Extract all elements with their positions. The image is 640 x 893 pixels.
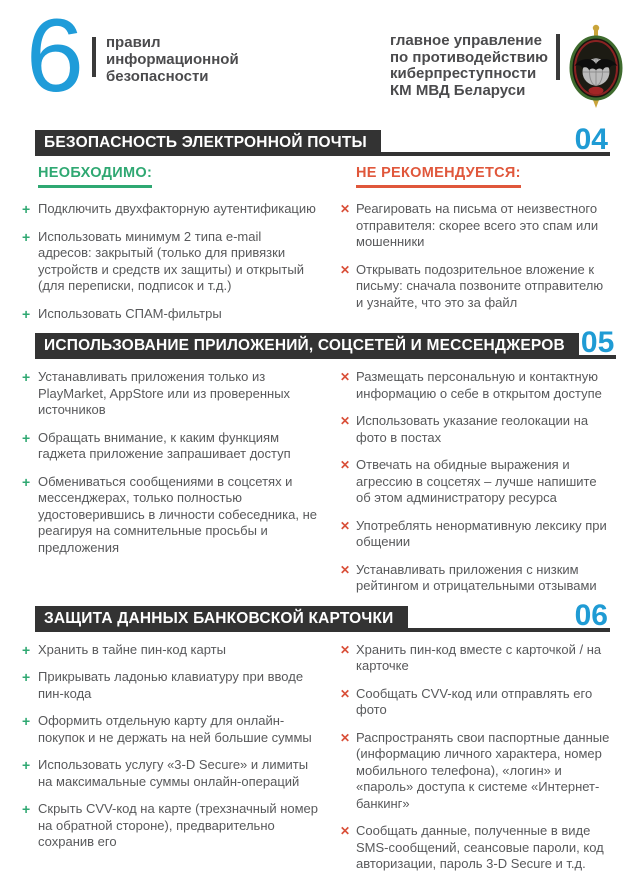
plus-icon: +	[22, 757, 31, 773]
dont-column-label: НЕ РЕКОМЕНДУЕТСЯ:	[356, 165, 521, 188]
cross-icon: ✕	[340, 414, 351, 428]
do-column	[22, 156, 340, 333]
section-columns	[22, 156, 612, 333]
item-text: Открывать подозрительное вложение к письму: сначала позвоните отправителю и узнайте, что это за файл	[356, 261, 604, 310]
plus-icon: +	[22, 305, 31, 322]
section-number: 04	[574, 123, 608, 156]
plus-icon: +	[22, 429, 31, 446]
section-title-bar	[35, 333, 579, 359]
list-item	[340, 518, 612, 551]
organization-line: киберпреступности	[390, 65, 537, 82]
list-item	[22, 757, 318, 790]
dont-column	[340, 369, 612, 606]
plus-icon: +	[22, 369, 31, 385]
section-number: 05	[580, 326, 615, 359]
section-apps-social-messengers	[0, 326, 640, 606]
page-header	[0, 0, 640, 130]
page-title-line: информационной	[106, 51, 239, 68]
item-text: Оформить отдельную карту для онлайн-покупок и не держать на ней большие суммы	[38, 713, 312, 745]
section-header	[35, 598, 610, 632]
page-title-line: безопасности	[106, 68, 209, 85]
section-header	[35, 123, 610, 156]
section-title: ИСПОЛЬЗОВАНИЕ ПРИЛОЖЕНИЙ, СОЦСЕТЕЙ И МЕССЕНДЖЕРОВ	[44, 337, 565, 354]
cross-icon: ✕	[340, 518, 351, 533]
section-columns	[22, 359, 612, 606]
cross-icon: ✕	[340, 262, 351, 277]
section-email-security	[0, 123, 640, 333]
item-text: Употреблять ненормативную лексику при общении	[356, 517, 607, 549]
item-text: Хранить в тайне пин-код карты	[38, 641, 226, 657]
cross-icon: ✕	[340, 686, 351, 701]
plus-icon: +	[22, 669, 31, 685]
item-text: Использовать СПАМ-фильтры	[38, 305, 222, 321]
list-item	[340, 642, 612, 675]
page-title	[106, 34, 239, 85]
item-text: Обращать внимание, к каким функциям гаджета приложение запрашивает доступ	[38, 429, 291, 461]
item-text: Использовать услугу «3-D Secure» и лимиты на максимальные суммы онлайн-операций	[38, 757, 309, 789]
item-text: Прикрывать ладонью клавиатуру при вводе пин-кода	[38, 669, 304, 701]
list-item	[22, 201, 318, 218]
plus-icon: +	[22, 201, 31, 217]
cross-icon: ✕	[340, 202, 351, 216]
item-text: Устанавливать приложения с низким рейтингом и отрицательными отзывами	[356, 561, 597, 593]
do-column-label: НЕОБХОДИМО:	[38, 165, 152, 188]
list-item	[340, 730, 612, 813]
cross-icon: ✕	[340, 562, 351, 577]
item-text: Сообщать CVV-код или отправлять его фото	[356, 685, 593, 717]
section-title-bar	[35, 130, 381, 156]
item-text: Сообщать данные, полученные в виде SMS-сообщений, сеансовые пароли, код авторизации, пароль 3-D Secure и т.д.	[356, 823, 604, 871]
plus-icon: +	[22, 473, 31, 490]
section-number: 06	[574, 598, 608, 632]
item-text: Использовать минимум 2 типа e-mail адресов: закрытый (только для привязки устройств и средств их защиты) и открытый (для переписки, подписок и т.д.)	[38, 228, 304, 293]
item-text: Отвечать на обидные выражения и агрессию в соцсетях – лучше напишите об этом администратору ресурса	[356, 457, 597, 505]
organization-line: по противодействию	[390, 48, 548, 66]
cross-icon: ✕	[340, 824, 351, 838]
header-divider-left	[92, 37, 96, 77]
mvd-cybercrime-badge-icon	[566, 24, 626, 113]
organization-line: главное управление	[390, 32, 542, 49]
list-item	[22, 669, 318, 702]
plus-icon: +	[22, 801, 31, 817]
section-header	[35, 326, 615, 359]
do-column	[22, 642, 340, 884]
dont-column	[340, 156, 612, 333]
list-item	[340, 686, 612, 719]
cross-icon: ✕	[340, 458, 351, 472]
item-text: Распространять свои паспортные данные (информацию личного характера, номер мобильного телефона), «логин» и «пароль» доступа к системе «Интернет-банкинг»	[356, 729, 610, 811]
list-item	[22, 642, 318, 659]
list-item	[22, 713, 318, 746]
list-item	[340, 413, 612, 446]
item-text: Устанавливать приложения только из PlayMarket, AppStore или из проверенных источников	[38, 369, 291, 417]
do-column	[22, 369, 340, 606]
organization-name	[390, 33, 548, 99]
page-title-line: правил	[106, 34, 161, 51]
section-rule-line	[408, 628, 573, 632]
list-item	[22, 430, 318, 463]
header-divider-right	[556, 34, 560, 80]
list-item	[340, 262, 612, 312]
list-item	[22, 474, 318, 557]
item-text: Подключить двухфакторную аутентификацию	[38, 201, 316, 216]
organization-line: КМ МВД Беларуси	[390, 81, 526, 99]
item-text: Использовать указание геолокации на фото в постах	[356, 413, 589, 445]
item-text: Обмениваться сообщениями в соцсетях и мессенджерах, только полностью удостоверившись в личности собеседника, не реагируя на сомнительные просьбы и предложения	[38, 473, 317, 555]
plus-icon: +	[22, 641, 31, 658]
dont-column	[340, 642, 612, 884]
plus-icon: +	[22, 228, 31, 245]
list-item	[340, 457, 612, 507]
item-text: Размещать персональную и контактную информацию о себе в открытом доступе	[356, 369, 602, 401]
section-bank-card-data	[0, 598, 640, 884]
big-number-6: 6	[26, 0, 84, 114]
list-item	[340, 823, 612, 873]
list-item	[340, 369, 612, 402]
cross-icon: ✕	[340, 370, 351, 384]
section-title: БЕЗОПАСНОСТЬ ЭЛЕКТРОННОЙ ПОЧТЫ	[44, 134, 367, 151]
item-text: Реагировать на письма от неизвестного отправителя: скорее всего это спам или мошенники	[356, 201, 599, 249]
cross-icon: ✕	[340, 730, 351, 745]
list-item	[22, 306, 318, 323]
item-text: Скрыть CVV-код на карте (трехзначный номер на обратной стороне), предварительно сохранив его	[38, 801, 318, 849]
section-columns	[22, 632, 612, 884]
section-title-bar	[35, 606, 408, 632]
section-title: ЗАЩИТА ДАННЫХ БАНКОВСКОЙ КАРТОЧКИ	[44, 609, 394, 627]
list-item	[340, 562, 612, 595]
list-item	[22, 801, 318, 851]
list-item	[22, 369, 318, 419]
list-item	[340, 201, 612, 251]
cross-icon: ✕	[340, 642, 351, 657]
plus-icon: +	[22, 713, 31, 729]
list-item	[22, 229, 318, 295]
item-text: Хранить пин-код вместе с карточкой / на карточке	[356, 641, 602, 673]
